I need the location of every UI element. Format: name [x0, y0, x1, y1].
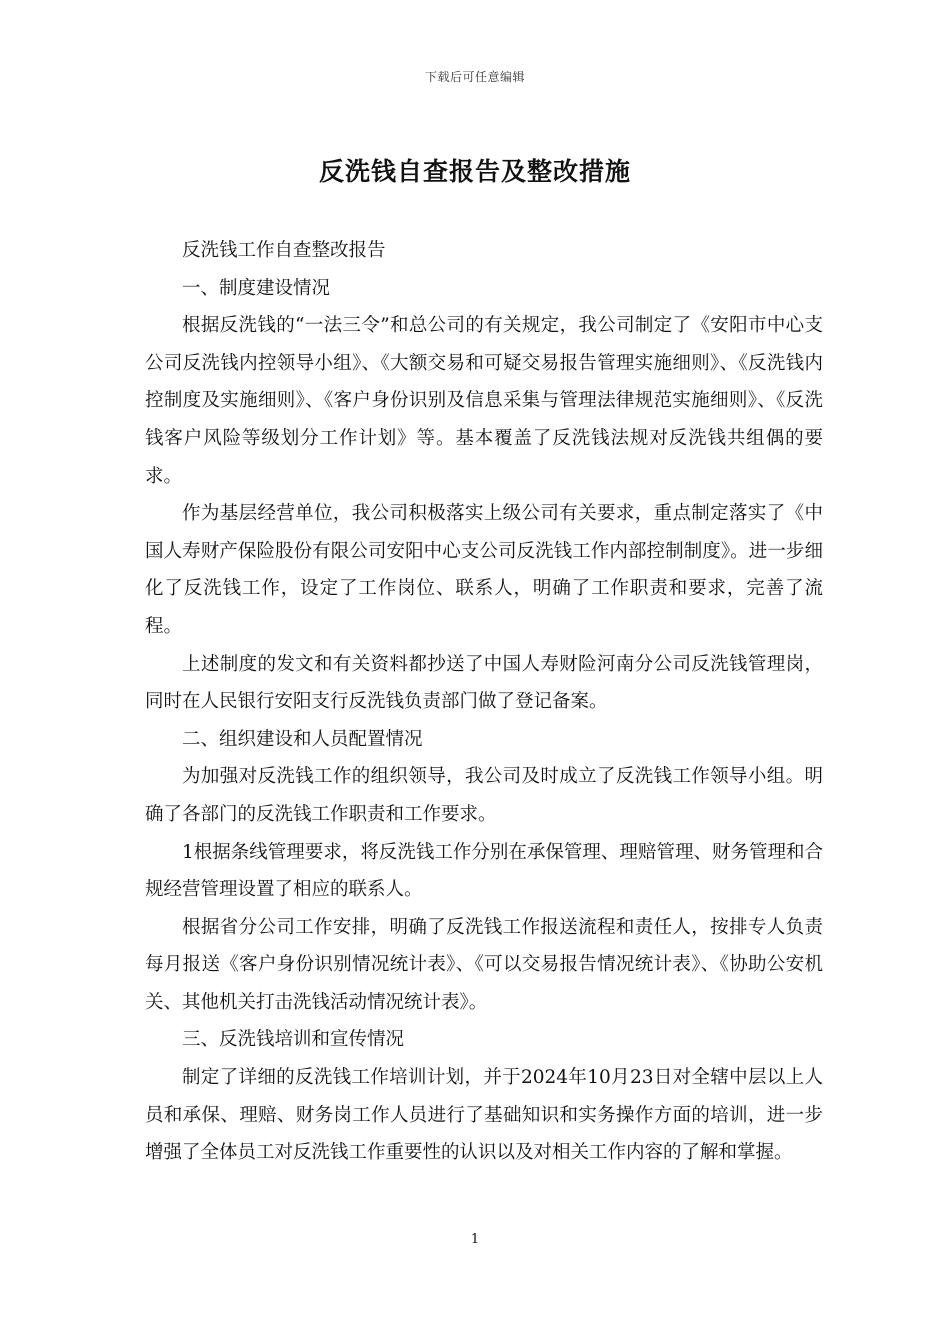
body-paragraph: 1根据条线管理要求，将反洗钱工作分别在承保管理、理赔管理、财务管理和合规经营管理设置了相应的联系人。 — [145, 841, 823, 901]
body-paragraph: 作为基层经营单位，我公司积极落实上级公司有关要求，重点制定落实了《中国人寿财产保险股份有限公司安阳中心支公司反洗钱工作内部控制制度》。进一步细化了反洗钱工作，设定了工作岗位、联系人，明确了工作职责和要求，完善了流程。 — [145, 503, 823, 637]
page-number: 1 — [470, 1232, 480, 1247]
header-note: 下载后可任意编辑 — [424, 70, 525, 84]
section-heading-1: 一、制度建设情况 — [182, 277, 331, 299]
body-paragraph: 上述制度的发文和有关资料都抄送了中国人寿财险河南分公司反洗钱管理岗，同时在人民银行安阳支行反洗钱负责部门做了登记备案。 — [145, 653, 823, 713]
body-paragraph: 为加强对反洗钱工作的组织领导，我公司及时成立了反洗钱工作领导小组。明确了各部门的反洗钱工作职责和工作要求。 — [145, 766, 823, 825]
body-paragraph: 根据反洗钱的“一法三令”和总公司的有关规定，我公司制定了《安阳市中心支公司反洗钱内控领导小组》、《大额交易和可疑交易报告管理实施细则》、《反洗钱内控制度及实施细则》、《客户身份识别及信息采集与管理法律规范实施细则》、《反洗钱客户风险等级划分工作计划》等。基本覆盖了反洗钱法规对反洗钱共组偶的要求。 — [145, 315, 823, 487]
body-paragraph: 制定了详细的反洗钱工作培训计划，并于2024年10月23日对全辖中层以上人员和承保、理赔、财务岗工作人员进行了基础知识和实务操作方面的培训，进一步增强了全体员工对反洗钱工作重要性的认识以及对相关工作内容的了解和掌握。 — [145, 1067, 823, 1164]
document-title: 反洗钱自查报告及整改措施 — [318, 157, 631, 186]
body-paragraph: 根据省分公司工作安排，明确了反洗钱工作报送流程和责任人，按排专人负责每月报送《客户身份识别情况统计表》、《可以交易报告情况统计表》、《协助公安机关、其他机关打击洗钱活动情况统计表》。 — [145, 916, 823, 1013]
section-heading-3: 三、反洗钱培训和宣传情况 — [182, 1029, 405, 1051]
report-subtitle: 反洗钱工作自查整改报告 — [182, 240, 386, 261]
section-heading-2: 二、组织建设和人员配置情况 — [182, 728, 423, 750]
document-body — [145, 232, 823, 1172]
